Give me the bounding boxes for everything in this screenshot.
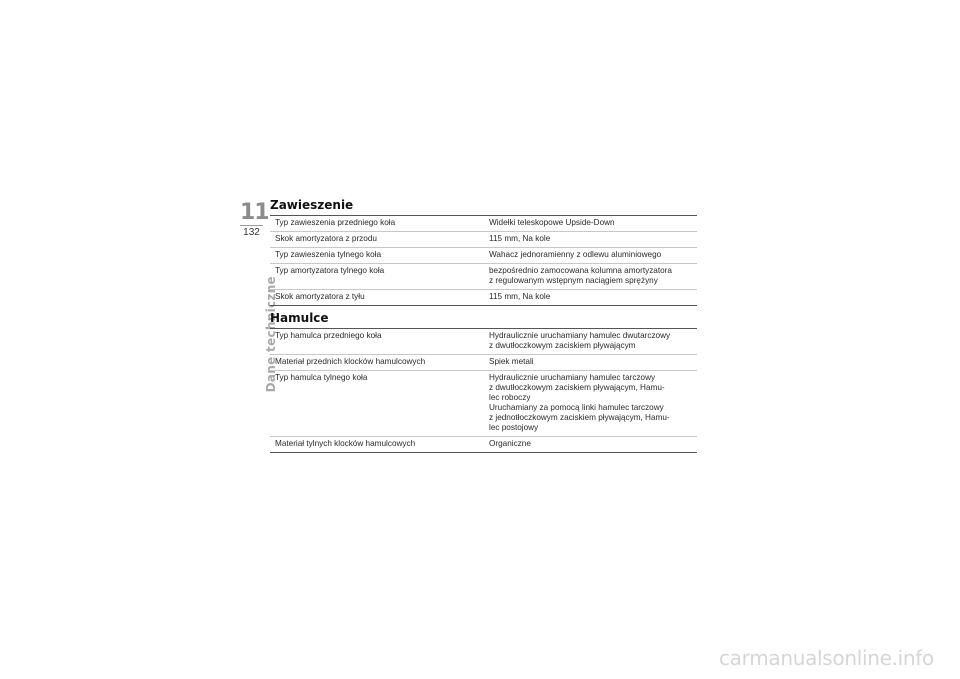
spec-value-line: z dwutłoczkowym zaciskiem pływającym, Hamu-: [489, 383, 665, 392]
table-row: [270, 216, 697, 232]
spec-value-line: Organiczne: [489, 439, 531, 448]
section-heading-suspension: Zawieszenie: [270, 198, 354, 212]
spec-label: Materiał tylnych klocków hamulcowych: [275, 439, 416, 448]
spec-label: Materiał przednich klocków hamulcowych: [275, 357, 426, 366]
spec-value: [481, 232, 697, 247]
watermark: carmanualsonline.info: [718, 646, 934, 670]
chapter-number: 11: [240, 200, 269, 225]
spec-value-line: z jednotłoczkowym zaciskiem pływającym, Hamu-: [489, 413, 670, 422]
spec-value-line: 115 mm, Na kole: [489, 292, 551, 301]
table-row: [270, 264, 697, 290]
spec-table-brakes: [270, 328, 697, 453]
spec-table-suspension: [270, 215, 697, 306]
table-row: [270, 248, 697, 264]
spec-value: [481, 329, 697, 354]
spec-label: Typ zawieszenia przedniego koła: [275, 218, 396, 227]
spec-value-line: Hydraulicznie uruchamiany hamulec tarczowy: [489, 373, 656, 382]
spec-value: [481, 264, 697, 289]
spec-label: Typ zawieszenia tylnego koła: [275, 250, 382, 259]
spec-value-line: Widełki teleskopowe Upside-Down: [489, 218, 615, 227]
spec-label: Skok amortyzatora z tyłu: [275, 292, 365, 301]
chapter-divider: [240, 225, 263, 226]
spec-value: [481, 216, 697, 231]
spec-value-line: lec postojowy: [489, 423, 539, 432]
table-row: [270, 232, 697, 248]
spec-label: Typ hamulca tylnego koła: [275, 373, 368, 382]
spec-value-line: Hydraulicznie uruchamiany hamulec dwutarczowy: [489, 331, 671, 340]
spec-value: [481, 355, 697, 370]
table-row: [270, 355, 697, 371]
spec-value-line: Wahacz jednoramienny z odlewu aluminiowego: [489, 250, 662, 259]
spec-value: [481, 371, 697, 436]
spec-value-line: Spiek metali: [489, 357, 534, 366]
spec-value-line: Uruchamiany za pomocą linki hamulec tarczowy: [489, 403, 664, 412]
section-heading-brakes: Hamulce: [270, 311, 329, 325]
spec-value: [481, 248, 697, 263]
spec-label: Skok amortyzatora z przodu: [275, 234, 377, 243]
spec-value-line: z regulowanym wstępnym naciągiem sprężyny: [489, 276, 658, 285]
spec-value-line: bezpośrednio zamocowana kolumna amortyzatora: [489, 266, 672, 275]
chapter-side-label: Dane techniczne: [264, 276, 278, 393]
table-row: [270, 290, 697, 306]
table-row: [270, 329, 697, 355]
spec-label: Typ amortyzatora tylnego koła: [275, 266, 385, 275]
spec-value: [481, 290, 697, 305]
table-row: [270, 437, 697, 453]
spec-value-line: lec roboczy: [489, 393, 531, 402]
page-number: 132: [243, 227, 260, 238]
spec-value-line: 115 mm, Na kole: [489, 234, 551, 243]
spec-value-line: z dwutłoczkowym zaciskiem pływającym: [489, 341, 636, 350]
spec-value: [481, 437, 697, 452]
table-row: [270, 371, 697, 437]
spec-label: Typ hamulca przedniego koła: [275, 331, 382, 340]
